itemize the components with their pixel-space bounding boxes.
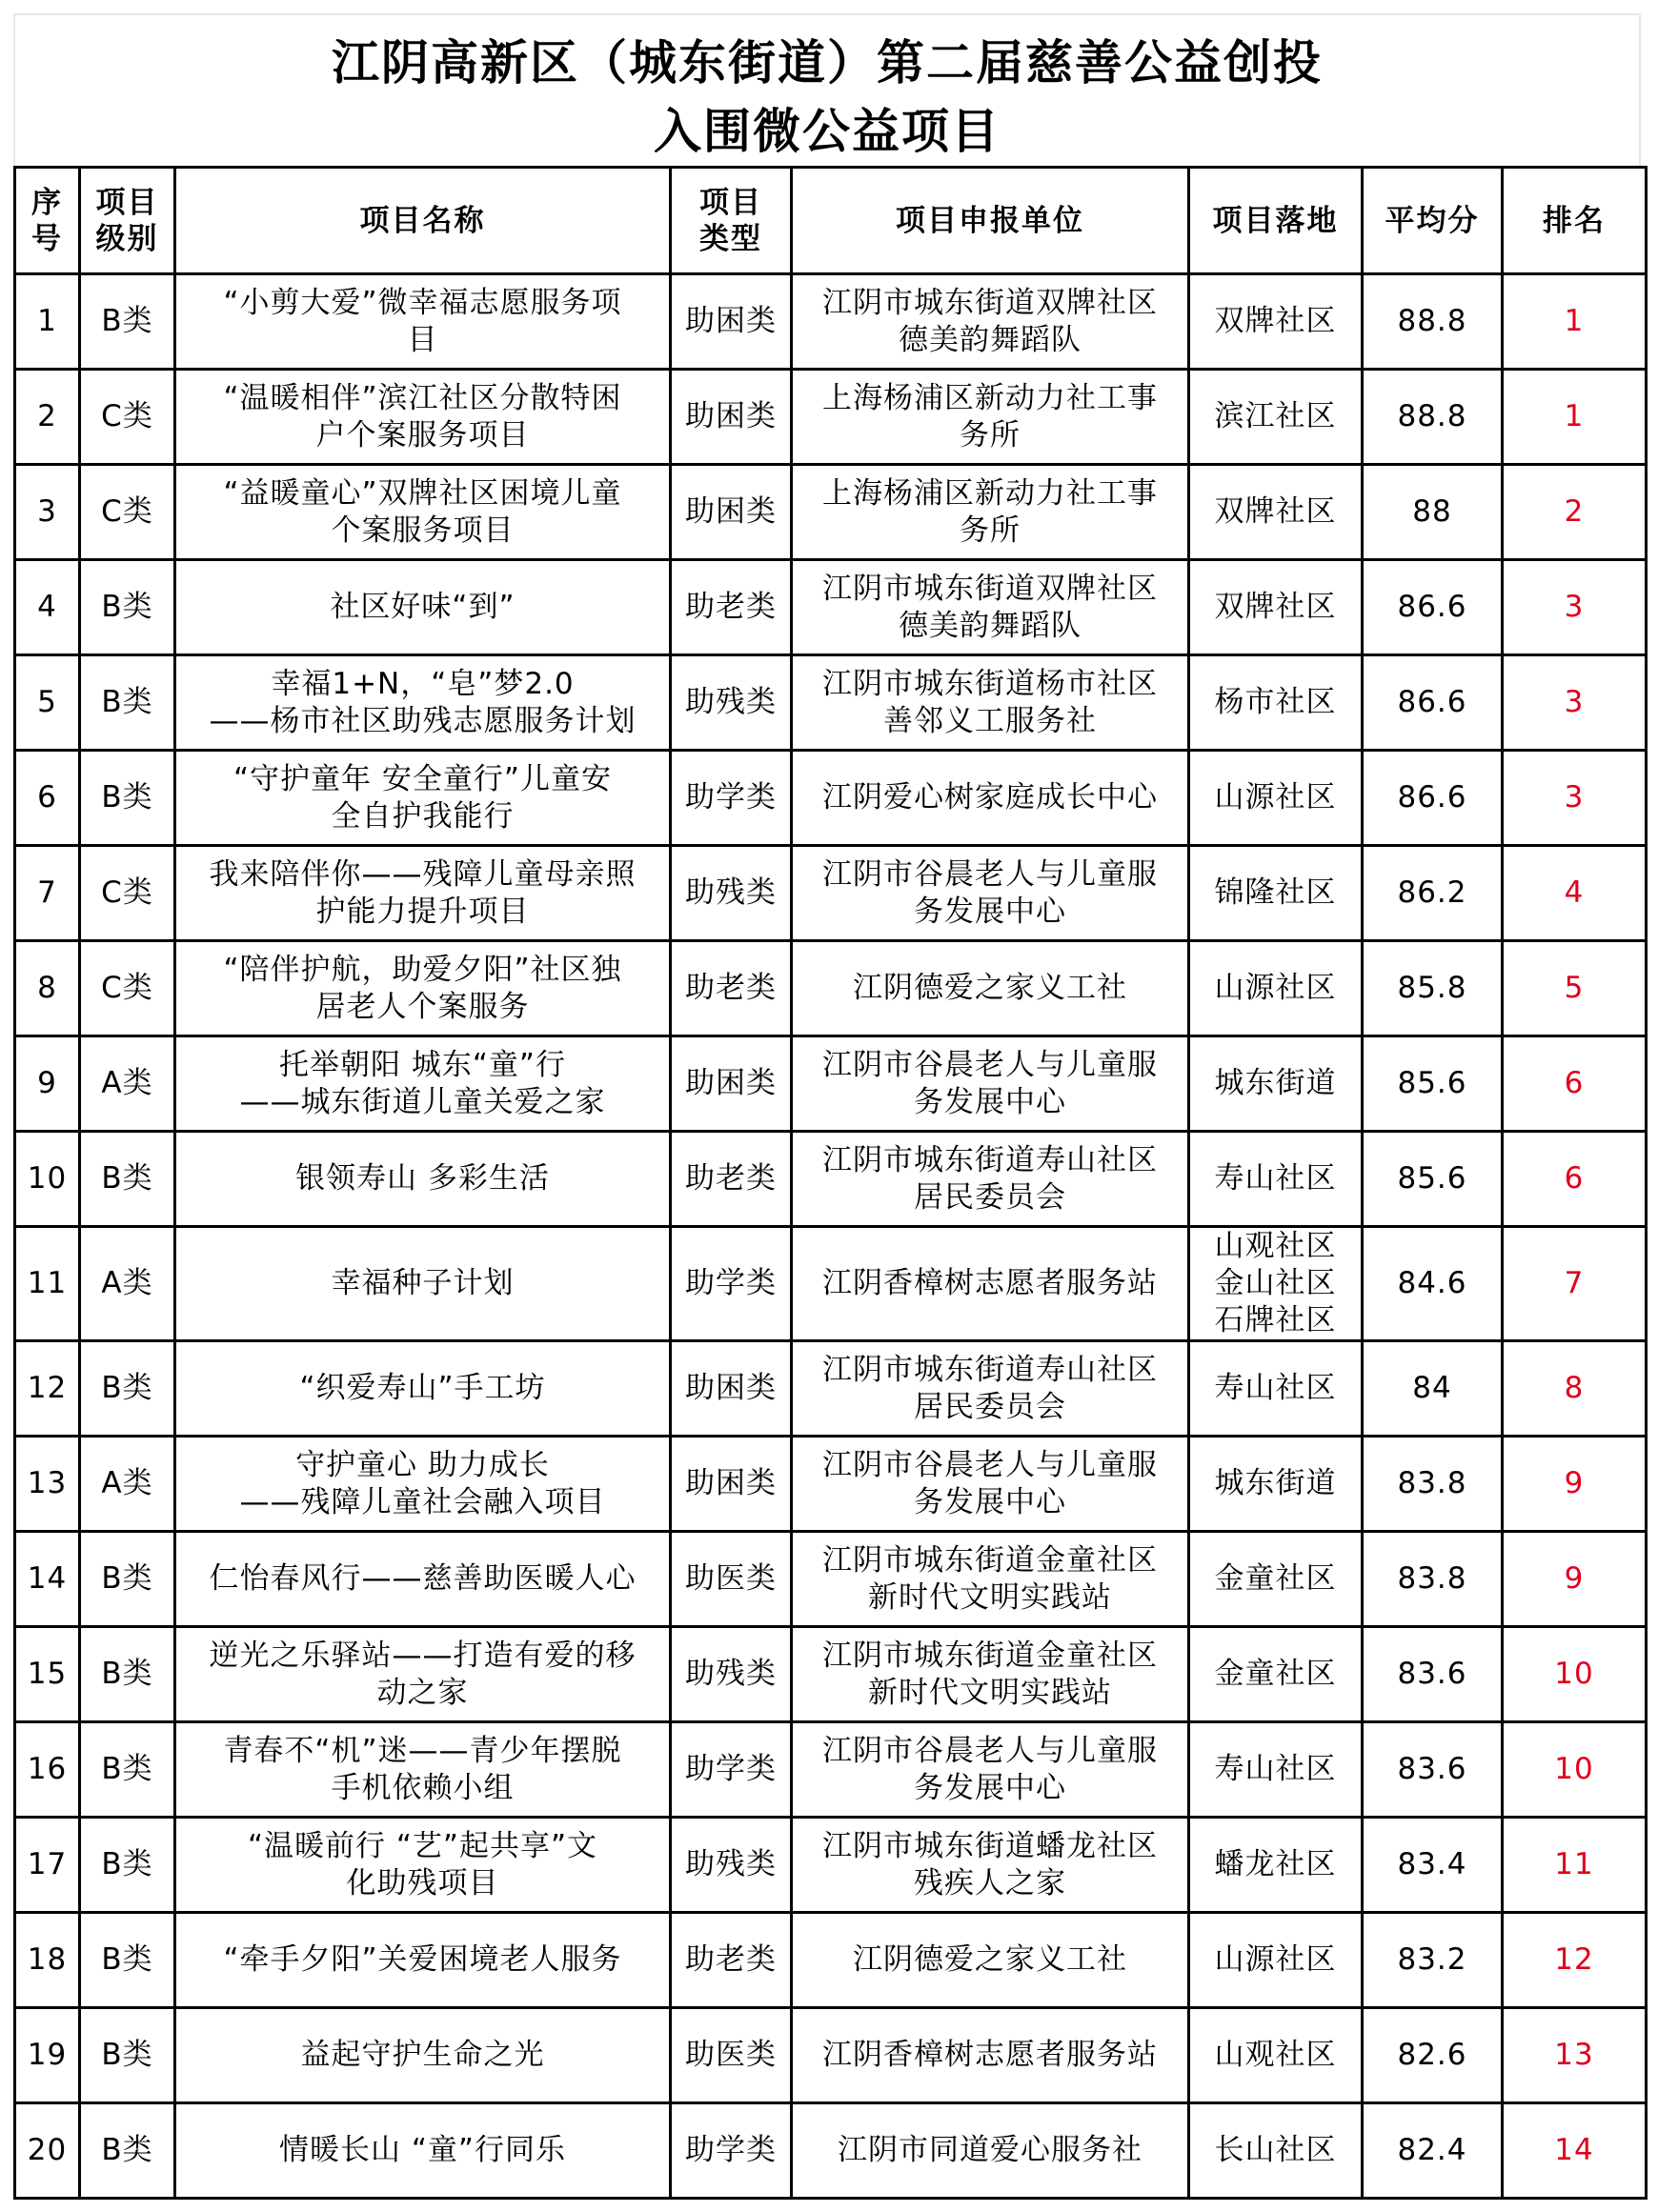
cell-name (175, 1818, 671, 1913)
cell-score: 86.6 (1363, 560, 1503, 655)
cell-no: 8 (15, 941, 80, 1036)
cell-name (175, 560, 671, 655)
cell-unit (792, 1036, 1189, 1132)
cell-unit-line: 上海杨浦区新动力社工事 (822, 380, 1158, 415)
cell-unit-line: 江阴市城东街道双牌社区 (822, 571, 1158, 606)
cell-type: 助残类 (671, 846, 792, 941)
cell-level: B类 (80, 274, 175, 370)
cell-level: B类 (80, 2008, 175, 2103)
cell-type: 助残类 (671, 655, 792, 751)
cell-no: 6 (15, 751, 80, 846)
table-row (15, 1341, 1647, 1437)
cell-unit (792, 2008, 1189, 2103)
table-row (15, 1627, 1647, 1722)
cell-place-line: 金山社区 (1214, 1266, 1337, 1300)
cell-unit-line: 上海杨浦区新动力社工事 (822, 475, 1158, 511)
cell-place-line: 寿山社区 (1214, 1371, 1337, 1405)
cell-name (175, 1036, 671, 1132)
cell-place (1189, 370, 1363, 465)
page-subtitle: 入围微公益项目 (654, 104, 1001, 159)
cell-rank: 10 (1503, 1722, 1647, 1818)
cell-level: C类 (80, 370, 175, 465)
table-row (15, 560, 1647, 655)
cell-name (175, 274, 671, 370)
cell-unit (792, 655, 1189, 751)
cell-rank: 3 (1503, 560, 1647, 655)
cell-rank: 2 (1503, 465, 1647, 560)
cell-type: 助困类 (671, 1437, 792, 1532)
cell-name (175, 1132, 671, 1227)
cell-name (175, 846, 671, 941)
cell-place (1189, 1437, 1363, 1532)
header-row (15, 168, 1647, 274)
cell-place-line: 双牌社区 (1214, 304, 1337, 338)
cell-rank: 6 (1503, 1036, 1647, 1132)
cell-unit-line: 江阴德爱之家义工社 (853, 971, 1127, 1005)
cell-name-line: “陪伴护航，助爱夕阳”社区独 (223, 952, 622, 987)
cell-unit (792, 1132, 1189, 1227)
cell-no: 2 (15, 370, 80, 465)
cell-name-line: 手机依赖小组 (331, 1770, 515, 1805)
cell-type: 助老类 (671, 560, 792, 655)
cell-place-line: 石牌社区 (1214, 1303, 1337, 1337)
cell-rank: 3 (1503, 655, 1647, 751)
header-place: 项目落地 (1189, 168, 1363, 274)
table-row (15, 1818, 1647, 1913)
cell-score: 83.6 (1363, 1627, 1503, 1722)
cell-type: 助困类 (671, 465, 792, 560)
table-row (15, 941, 1647, 1036)
cell-name (175, 1913, 671, 2008)
table-row (15, 1036, 1647, 1132)
header-score: 平均分 (1363, 168, 1503, 274)
cell-type: 助困类 (671, 1341, 792, 1437)
header-rank: 排名 (1503, 168, 1647, 274)
cell-no: 11 (15, 1227, 80, 1341)
cell-score: 86.2 (1363, 846, 1503, 941)
cell-name-line: “小剪大爱”微幸福志愿服务项 (223, 285, 622, 320)
cell-score: 85.8 (1363, 941, 1503, 1036)
cell-rank: 1 (1503, 274, 1647, 370)
cell-rank: 13 (1503, 2008, 1647, 2103)
cell-no: 3 (15, 465, 80, 560)
cell-type: 助困类 (671, 274, 792, 370)
cell-place (1189, 846, 1363, 941)
cell-type: 助学类 (671, 1722, 792, 1818)
cell-level: A类 (80, 1036, 175, 1132)
cell-name-line: 动之家 (376, 1675, 469, 1710)
cell-level: B类 (80, 1341, 175, 1437)
cell-unit-line: 江阴市城东街道寿山社区 (822, 1352, 1158, 1387)
cell-place-line: 蟠龙社区 (1214, 1847, 1337, 1881)
header-type-line: 项目 (699, 185, 762, 220)
header-level-line: 级别 (95, 221, 159, 256)
cell-no: 16 (15, 1722, 80, 1818)
cell-name (175, 1437, 671, 1532)
cell-place (1189, 1227, 1363, 1341)
cell-level: B类 (80, 1532, 175, 1627)
cell-unit-line: 江阴香樟树志愿者服务站 (822, 2038, 1158, 2072)
cell-score: 86.6 (1363, 655, 1503, 751)
cell-place-line: 山源社区 (1214, 971, 1337, 1005)
cell-rank: 9 (1503, 1437, 1647, 1532)
cell-level: C类 (80, 465, 175, 560)
cell-unit (792, 1341, 1189, 1437)
cell-type: 助医类 (671, 1532, 792, 1627)
cell-place-line: 山观社区 (1214, 2038, 1337, 2072)
cell-no: 14 (15, 1532, 80, 1627)
cell-place (1189, 560, 1363, 655)
cell-name (175, 1341, 671, 1437)
cell-level: C类 (80, 846, 175, 941)
cell-place-line: 滨江社区 (1214, 399, 1337, 433)
cell-rank: 11 (1503, 1818, 1647, 1913)
cell-place (1189, 1818, 1363, 1913)
cell-rank: 9 (1503, 1532, 1647, 1627)
cell-type: 助医类 (671, 2008, 792, 2103)
cell-rank: 5 (1503, 941, 1647, 1036)
cell-name-line: 化助残项目 (346, 1865, 499, 1900)
cell-name-line: ——城东街道儿童关爱之家 (239, 1084, 606, 1119)
cell-rank: 14 (1503, 2103, 1647, 2199)
cell-unit-line: 务发展中心 (914, 1484, 1066, 1519)
cell-place-line: 山观社区 (1214, 1229, 1337, 1263)
cell-rank: 6 (1503, 1132, 1647, 1227)
cell-type: 助困类 (671, 1036, 792, 1132)
cell-unit-line: 江阴市城东街道金童社区 (822, 1542, 1158, 1578)
cell-level: B类 (80, 1913, 175, 2008)
cell-name-line: “温暖前行 “艺”起共享”文 (247, 1828, 598, 1863)
cell-place (1189, 1132, 1363, 1227)
cell-name (175, 370, 671, 465)
cell-name-line: 个案服务项目 (331, 513, 515, 548)
cell-unit-line: 江阴市城东街道蟠龙社区 (822, 1828, 1158, 1863)
table-row (15, 1132, 1647, 1227)
cell-place-line: 城东街道 (1214, 1066, 1337, 1100)
cell-unit-line: 江阴市谷晨老人与儿童服 (822, 1733, 1158, 1768)
table-row (15, 1913, 1647, 2008)
cell-place-line: 山源社区 (1214, 780, 1337, 814)
cell-score: 82.4 (1363, 2103, 1503, 2199)
cell-no: 9 (15, 1036, 80, 1132)
cell-unit-line: 德美韵舞蹈队 (899, 608, 1082, 643)
cell-type: 助老类 (671, 941, 792, 1036)
cell-name-line: 逆光之乐驿站——打造有爱的移 (209, 1638, 637, 1673)
cell-place (1189, 274, 1363, 370)
cell-rank: 1 (1503, 370, 1647, 465)
cell-name-line: 幸福1+N，“皂”梦2.0 (271, 666, 575, 701)
cell-place-line: 寿山社区 (1214, 1161, 1337, 1196)
cell-place (1189, 941, 1363, 1036)
cell-no: 15 (15, 1627, 80, 1722)
cell-place-line: 山源社区 (1214, 1942, 1337, 1977)
cell-name-line: 目 (407, 322, 438, 357)
cell-score: 82.6 (1363, 2008, 1503, 2103)
cell-name-line: 青春不“机”迷——青少年摆脱 (223, 1733, 622, 1768)
cell-level: A类 (80, 1437, 175, 1532)
cell-score: 83.8 (1363, 1437, 1503, 1532)
cell-no: 1 (15, 274, 80, 370)
cell-unit-line: 江阴市城东街道杨市社区 (822, 666, 1158, 701)
cell-level: B类 (80, 560, 175, 655)
cell-place (1189, 655, 1363, 751)
cell-place (1189, 1913, 1363, 2008)
cell-place-line: 城东街道 (1214, 1466, 1337, 1500)
cell-name (175, 1227, 671, 1341)
cell-name-line: 托举朝阳 城东“童”行 (279, 1047, 566, 1082)
cell-place (1189, 1627, 1363, 1722)
table-row (15, 465, 1647, 560)
cell-unit-line: 务所 (960, 417, 1021, 452)
cell-name-line: 户个案服务项目 (315, 417, 530, 452)
cell-name-line: 幸福种子计划 (331, 1266, 515, 1300)
cell-no: 13 (15, 1437, 80, 1532)
header-name: 项目名称 (175, 168, 671, 274)
cell-level: B类 (80, 751, 175, 846)
cell-place-line: 长山社区 (1214, 2133, 1337, 2167)
cell-unit-line: 务发展中心 (914, 1084, 1066, 1119)
cell-unit (792, 1437, 1189, 1532)
cell-unit (792, 1913, 1189, 2008)
cell-name-line: ——残障儿童社会融入项目 (239, 1484, 606, 1519)
cell-score: 83.4 (1363, 1818, 1503, 1913)
cell-unit (792, 2103, 1189, 2199)
cell-unit (792, 1627, 1189, 1722)
cell-unit-line: 新时代文明实践站 (868, 1579, 1112, 1615)
cell-unit-line: 务发展中心 (914, 894, 1066, 929)
cell-type: 助学类 (671, 2103, 792, 2199)
cell-unit-line: 江阴爱心树家庭成长中心 (822, 780, 1158, 814)
cell-unit-line: 务发展中心 (914, 1770, 1066, 1805)
cell-unit (792, 941, 1189, 1036)
cell-no: 12 (15, 1341, 80, 1437)
cell-place-line: 金童社区 (1214, 1561, 1337, 1596)
cell-type: 助残类 (671, 1627, 792, 1722)
cell-score: 88.8 (1363, 274, 1503, 370)
cell-name-line: 社区好味“到” (330, 590, 516, 624)
cell-unit-line: 江阴市城东街道双牌社区 (822, 285, 1158, 320)
cell-unit (792, 751, 1189, 846)
cell-level: A类 (80, 1227, 175, 1341)
title-block (13, 13, 1641, 166)
table-row (15, 2008, 1647, 2103)
table-row (15, 846, 1647, 941)
cell-no: 5 (15, 655, 80, 751)
cell-unit (792, 1722, 1189, 1818)
table-row (15, 1722, 1647, 1818)
cell-name-line: “温暖相伴”滨江社区分散特困 (223, 380, 622, 415)
cell-unit (792, 274, 1189, 370)
cell-score: 84.6 (1363, 1227, 1503, 1341)
cell-unit-line: 江阴市谷晨老人与儿童服 (822, 1447, 1158, 1482)
cell-rank: 8 (1503, 1341, 1647, 1437)
cell-name (175, 1627, 671, 1722)
cell-name (175, 2103, 671, 2199)
cell-place (1189, 1532, 1363, 1627)
table-row (15, 1532, 1647, 1627)
cell-score: 83.8 (1363, 1532, 1503, 1627)
cell-place-line: 金童社区 (1214, 1657, 1337, 1691)
cell-unit-line: 残疾人之家 (914, 1865, 1066, 1900)
cell-rank: 7 (1503, 1227, 1647, 1341)
cell-name (175, 1532, 671, 1627)
cell-type: 助老类 (671, 1132, 792, 1227)
cell-place-line: 杨市社区 (1214, 685, 1337, 719)
cell-unit-line: 居民委员会 (914, 1389, 1066, 1424)
cell-unit-line: 江阴市谷晨老人与儿童服 (822, 856, 1158, 892)
header-type (671, 168, 792, 274)
cell-unit-line: 江阴德爱之家义工社 (853, 1942, 1127, 1977)
cell-name (175, 1722, 671, 1818)
cell-name-line: 情暖长山 “童”行同乐 (279, 2133, 566, 2167)
cell-level: B类 (80, 1722, 175, 1818)
table-row (15, 274, 1647, 370)
cell-rank: 12 (1503, 1913, 1647, 2008)
cell-level: B类 (80, 1132, 175, 1227)
cell-type: 助残类 (671, 1818, 792, 1913)
cell-score: 86.6 (1363, 751, 1503, 846)
cell-unit (792, 465, 1189, 560)
cell-score: 85.6 (1363, 1132, 1503, 1227)
cell-name-line: 护能力提升项目 (315, 894, 530, 929)
cell-place (1189, 465, 1363, 560)
cell-place-line: 双牌社区 (1214, 590, 1337, 624)
cell-score: 83.2 (1363, 1913, 1503, 2008)
cell-level: B类 (80, 655, 175, 751)
cell-place-line: 锦隆社区 (1214, 875, 1337, 910)
cell-unit-line: 务所 (960, 513, 1021, 548)
cell-name-line: “织爱寿山”手工坊 (299, 1371, 546, 1405)
cell-name (175, 941, 671, 1036)
cell-unit-line: 江阴香樟树志愿者服务站 (822, 1266, 1158, 1300)
cell-unit-line: 善邻义工服务社 (883, 703, 1097, 738)
cell-name-line: 我来陪伴你——残障儿童母亲照 (209, 856, 637, 892)
cell-type: 助学类 (671, 751, 792, 846)
cell-rank: 4 (1503, 846, 1647, 941)
cell-place-line: 双牌社区 (1214, 494, 1337, 529)
table-row (15, 370, 1647, 465)
cell-name-line: 全自护我能行 (331, 798, 515, 834)
cell-place (1189, 1341, 1363, 1437)
cell-level: C类 (80, 941, 175, 1036)
cell-rank: 3 (1503, 751, 1647, 846)
cell-place (1189, 1036, 1363, 1132)
header-unit: 项目申报单位 (792, 168, 1189, 274)
header-level-line: 项目 (95, 185, 159, 220)
cell-unit-line: 江阴市同道爱心服务社 (838, 2133, 1142, 2167)
cell-unit-line: 德美韵舞蹈队 (899, 322, 1082, 357)
cell-unit (792, 560, 1189, 655)
cell-no: 4 (15, 560, 80, 655)
cell-unit (792, 1818, 1189, 1913)
cell-name-line: “牵手夕阳”关爱困境老人服务 (223, 1942, 622, 1977)
cell-no: 19 (15, 2008, 80, 2103)
cell-level: B类 (80, 1627, 175, 1722)
table-row (15, 751, 1647, 846)
cell-no: 7 (15, 846, 80, 941)
cell-level: B类 (80, 2103, 175, 2199)
cell-unit-line: 新时代文明实践站 (868, 1675, 1112, 1710)
cell-unit (792, 1227, 1189, 1341)
cell-rank: 10 (1503, 1627, 1647, 1722)
cell-no: 20 (15, 2103, 80, 2199)
cell-name-line: “守护童年 安全童行”儿童安 (233, 761, 612, 796)
cell-name-line: 益起守护生命之光 (300, 2038, 545, 2072)
cell-score: 85.6 (1363, 1036, 1503, 1132)
table-body (15, 274, 1647, 2199)
table-row (15, 1227, 1647, 1341)
cell-unit-line: 江阴市城东街道金童社区 (822, 1638, 1158, 1673)
header-level (80, 168, 175, 274)
cell-name-line: 仁怡春风行——慈善助医暖人心 (209, 1561, 637, 1596)
cell-place (1189, 751, 1363, 846)
page-title: 江阴高新区（城东街道）第二届慈善公益创投 (332, 35, 1323, 90)
cell-unit (792, 370, 1189, 465)
table-row (15, 655, 1647, 751)
cell-no: 10 (15, 1132, 80, 1227)
header-no: 序号 (15, 168, 80, 274)
cell-unit (792, 1532, 1189, 1627)
cell-name-line: ——杨市社区助残志愿服务计划 (209, 703, 637, 738)
cell-no: 17 (15, 1818, 80, 1913)
cell-name-line: 居老人个案服务 (315, 989, 530, 1024)
cell-name-line: “益暖童心”双牌社区困境儿童 (223, 475, 622, 511)
cell-name-line: 银领寿山 多彩生活 (295, 1161, 550, 1196)
table-row (15, 1437, 1647, 1532)
table-row (15, 2103, 1647, 2199)
cell-unit-line: 江阴市谷晨老人与儿童服 (822, 1047, 1158, 1082)
cell-name (175, 465, 671, 560)
cell-place-line: 寿山社区 (1214, 1752, 1337, 1786)
cell-score: 84 (1363, 1341, 1503, 1437)
cell-name (175, 655, 671, 751)
projects-table (13, 166, 1648, 2200)
cell-type: 助学类 (671, 1227, 792, 1341)
cell-place (1189, 2008, 1363, 2103)
header-type-line: 类型 (699, 221, 762, 256)
cell-place (1189, 1722, 1363, 1818)
cell-level: B类 (80, 1818, 175, 1913)
cell-unit-line: 居民委员会 (914, 1179, 1066, 1215)
cell-unit (792, 846, 1189, 941)
cell-score: 83.6 (1363, 1722, 1503, 1818)
cell-score: 88.8 (1363, 370, 1503, 465)
cell-no: 18 (15, 1913, 80, 2008)
cell-score: 88 (1363, 465, 1503, 560)
cell-type: 助困类 (671, 370, 792, 465)
cell-name (175, 751, 671, 846)
cell-unit-line: 江阴市城东街道寿山社区 (822, 1142, 1158, 1177)
cell-place (1189, 2103, 1363, 2199)
cell-name-line: 守护童心 助力成长 (295, 1447, 550, 1482)
cell-type: 助老类 (671, 1913, 792, 2008)
cell-name (175, 2008, 671, 2103)
